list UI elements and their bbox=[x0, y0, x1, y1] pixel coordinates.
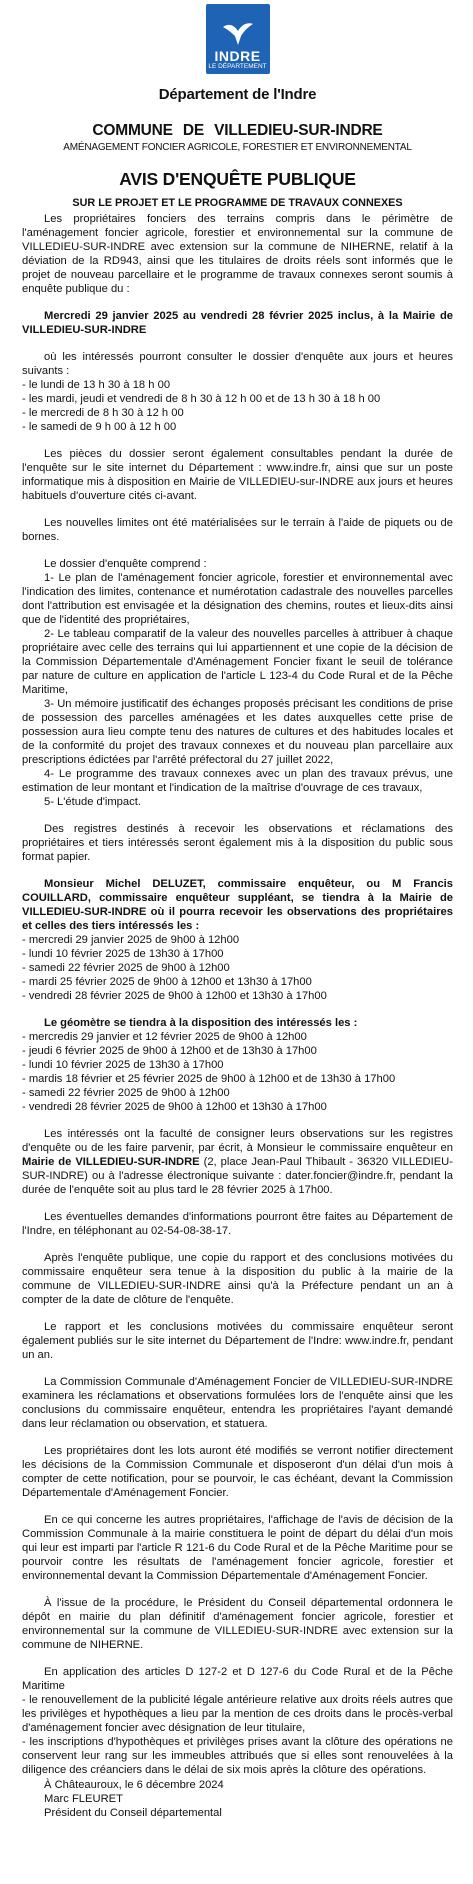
articles-paragraph: En application des articles D 127-2 et D 127-6 du Code Rural et de la Pêche Maritime bbox=[22, 1665, 453, 1692]
list-item: 2- Le tableau comparatif de la valeur des nouvelles parcelles à attribuer à chaque propriétaire avec celle des terrains qui lui appartiennent et une copie de la décision de la Commission Départementale d'Aménagement Foncier fixant le seuil de tolérance par nature de culture en application de l'article L 123-4 du Code Rural et de la Pêche Maritime, bbox=[22, 627, 453, 696]
information-paragraph: Les éventuelles demandes d'informations pourront être faites au Département de l'Indre, en téléphonant au 02-54-08-38-17. bbox=[22, 1210, 453, 1237]
list-item: - les mardi, jeudi et vendredi de 8 h 30 à 12 h 00 et de 13 h 30 à 18 h 00 bbox=[22, 392, 381, 405]
list-item: - lundi 10 février 2025 de 13h30 à 17h00 bbox=[22, 947, 224, 960]
commission-paragraph: La Commission Communale d'Aménagement Foncier de VILLEDIEU-SUR-INDRE examinera les réclamations et observations formulées lors de l'enquête ainsi que les conclusions du commissaire enquêteur, entendra les propriétaires l'ayant demandé dans leur réclamation ou observation, et statuera. bbox=[22, 1375, 453, 1430]
observations-text-2: (2, place Jean-Paul Thibault - 36320 VILLEDIEU-SUR-INDRE) ou à l'adresse électronique suivante : dater.foncier@indre.fr, pendant la durée de l'enquête soit au plus tard le 28 février 2025 à 17h00. bbox=[22, 1155, 453, 1196]
mairie-address-bold: Mairie de VILLEDIEU-SUR-INDRE bbox=[22, 1155, 200, 1168]
intro-paragraph: Les propriétaires fonciers des terrains compris dans le périmètre de l'aménagement foncier agricole, forestier et environnemental sur la commune de VILLEDIEU-SUR-INDRE avec extension sur la commune de NIHERNE, relatif à la déviation de la RD943, ainsi que les titulaires de droits réels sont informés que le projet de nouveau parcellaire et le programme de travaux connexes seront soumis à enquête publique du : bbox=[22, 212, 453, 295]
list-item: 3- Un mémoire justificatif des échanges proposés précisant les conditions de prise de possession des parcelles aménagées et les dates auxquelles cette prise de possession aura lieu compte tenu des natures de cultures et des habitudes locales et de la conformité du projet des travaux connexes et du nouveau plan parcellaire aux prescriptions édictées par l'arrêté préfectoral du 27 juillet 2022, bbox=[22, 697, 453, 766]
logo-name: INDRE bbox=[214, 47, 261, 64]
list-item: - vendredi 28 février 2025 de 9h00 à 12h00 et 13h30 à 17h00 bbox=[22, 1100, 327, 1113]
list-item: 5- L'étude d'impact. bbox=[44, 795, 141, 808]
signature-name: Marc FLEURET bbox=[44, 1792, 123, 1805]
bird-icon bbox=[221, 21, 255, 47]
department-title: Département de l'Indre bbox=[158, 86, 317, 103]
list-item: - samedi 22 février 2025 de 9h00 à 12h00 bbox=[22, 1086, 230, 1099]
list-item: - les inscriptions d'hypothèques et privilèges prises avant la clôture des opérations ne conservent leur rang sur les immeubles attribués que si elles sont renouvelées à la diligence des créanciers dans le délai de six mois après la clôture des opérations. bbox=[22, 1735, 453, 1776]
other-owners-paragraph: En ce qui concerne les autres propriétaires, l'affichage de l'avis de décision de la Commission Communale à la mairie constituera le point de départ du délai d'un mois qui leur est imparti par l'article R 121-6 du Code Rural et de la Pêche Maritime pour se pourvoir contre les résultats de l'aménagement foncier agricole, forestier et environnemental devant la Commission Départementale d'Aménagement Foncier. bbox=[22, 1513, 453, 1582]
list-item: - le renouvellement de la publicité légale antérieure relative aux droits réels autres que les privilèges et hypothèques a lieu par la mention de ces droits dans le procès-verbal d'aménagement foncier avec désignation de leur titulaire, bbox=[22, 1693, 453, 1734]
commune-title: COMMUNE DE VILLEDIEU-SUR-INDRE bbox=[92, 121, 383, 139]
consult-intro: où les intéressés pourront consulter le dossier d'enquête aux jours et heures suivants : bbox=[22, 350, 453, 377]
list-item: 1- Le plan de l'aménagement foncier agricole, forestier et environnemental avec l'indication des limites, contenance et numérotation cadastrale des nouvelles parcelles dont l'attribution est envisagée et la désignation des chemins, routes et lieux-dits ainsi que de l'identité des propriétaires, bbox=[22, 571, 453, 626]
list-item: - le mercredi de 8 h 30 à 12 h 00 bbox=[22, 406, 184, 419]
dossier-title: Le dossier d'enquête comprend : bbox=[44, 557, 207, 570]
commissioner-dates-list bbox=[22, 933, 453, 1003]
list-item: - mercredis 29 janvier et 12 février 2025 de 9h00 à 12h00 bbox=[22, 1030, 307, 1043]
inquiry-dates: Mercredi 29 janvier 2025 au vendredi 28 février 2025 inclus, à la Mairie de VILLEDIEU-SUR-INDRE bbox=[22, 309, 453, 336]
logo-wrap bbox=[22, 0, 453, 74]
list-item: - jeudi 6 février 2025 de 9h00 à 12h00 et de 13h30 à 17h00 bbox=[22, 1044, 317, 1057]
logo-subtitle: LE DÉPARTEMENT bbox=[208, 62, 267, 70]
surveyor-paragraph: Le géomètre se tiendra à la disposition des intéressés les : bbox=[44, 1016, 358, 1029]
amenagement-subtitle: AMÉNAGEMENT FONCIER AGRICOLE, FORESTIER ET ENVIRONNEMENTAL bbox=[63, 142, 412, 154]
opening-hours-list bbox=[22, 378, 453, 434]
observations-text-1: Les intéressés ont la faculté de consigner leurs observations sur les registres d'enquête ou de les faire parvenir, par écrit, à Monsieur le commissaire enquêteur en bbox=[22, 1127, 453, 1154]
surveyor-dates-list bbox=[22, 1030, 453, 1114]
registers-paragraph: Des registres destinés à recevoir les observations et réclamations des propriétaires et tiers intéressés seront également mis à la disposition du public sous format papier. bbox=[22, 822, 453, 863]
owners-paragraph: Les propriétaires dont les lots auront été modifiés se verront notifier directement les décisions de la Commission Communale et disposeront d'un délai d'un mois à compter de cette notification, pour se pourvoir, le cas échéant, devant la Commission Départementale d'Aménagement Foncier. bbox=[22, 1444, 453, 1499]
list-item: - samedi 22 février 2025 de 9h00 à 12h00 bbox=[22, 961, 230, 974]
list-item: - mardis 18 février et 25 février 2025 de 9h00 à 12h00 et de 13h30 à 17h00 bbox=[22, 1072, 396, 1085]
observations-paragraph bbox=[22, 1127, 453, 1197]
signature-block bbox=[22, 1778, 453, 1820]
list-item: - mercredi 29 janvier 2025 de 9h00 à 12h00 bbox=[22, 933, 240, 946]
list-item: - vendredi 28 février 2025 de 9h00 à 12h00 et 13h30 à 17h00 bbox=[22, 989, 327, 1002]
internet-paragraph: Les pièces du dossier seront également consultables pendant la durée de l'enquête sur le site internet du Département : www.indre.fr, ainsi que sur un poste informatique mis à disposition en Mairie de VILLEDIEU-sur-INDRE aux jours et heures habituels d'ouverture cités ci-avant. bbox=[22, 447, 453, 502]
list-item: - le samedi de 9 h 00 à 12 h 00 bbox=[22, 420, 177, 433]
notice-title: AVIS D'ENQUÊTE PUBLIQUE bbox=[119, 168, 356, 189]
project-subtitle: SUR LE PROJET ET LE PROGRAMME DE TRAVAUX CONNEXES bbox=[72, 196, 403, 209]
signature-title: Président du Conseil départemental bbox=[44, 1806, 222, 1819]
list-item: 4- Le programme des travaux connexes avec un plan des travaux prévus, une estimation de leur montant et l'indication de la maîtrise d'ouvrage de ces travaux, bbox=[22, 767, 453, 794]
signature-place-date: À Châteauroux, le 6 décembre 2024 bbox=[44, 1778, 224, 1791]
report-paragraph: Le rapport et les conclusions motivées du commissaire enquêteur seront également publiés sur le site internet du Département de l'Indre: www.indre.fr, pendant un an. bbox=[22, 1320, 453, 1361]
indre-logo bbox=[206, 4, 270, 74]
dossier-list bbox=[22, 571, 453, 809]
procedure-end-paragraph: À l'issue de la procédure, le Président du Conseil départemental ordonnera le dépôt en mairie du plan définitif d'aménagement foncier agricole, forestier et environnemental sur la commune de VILLEDIEU-SUR-INDRE avec extension sur la commune de NIHERNE. bbox=[22, 1596, 453, 1651]
list-item: - lundi 10 février 2025 de 13h30 à 17h00 bbox=[22, 1058, 224, 1071]
commissioner-paragraph: Monsieur Michel DELUZET, commissaire enquêteur, ou M Francis COUILLARD, commissaire enquêteur suppléant, se tiendra à la Mairie de VILLEDIEU-SUR-INDRE où il pourra recevoir les observations des propriétaires et celles des tiers intéressés les : bbox=[22, 877, 453, 932]
limits-paragraph: Les nouvelles limites ont été matérialisées sur le terrain à l'aide de piquets ou de bornes. bbox=[22, 516, 453, 543]
after-inquiry-paragraph: Après l'enquête publique, une copie du rapport et des conclusions motivées du commissaire enquêteur sera tenue à la disposition du public à la mairie de la commune de VILLEDIEU-SUR-INDRE ainsi qu'à la Préfecture pendant un an à compter de la date de clôture de l'enquête. bbox=[22, 1251, 453, 1306]
list-item: - le lundi de 13 h 30 à 18 h 00 bbox=[22, 378, 171, 391]
articles-list bbox=[22, 1693, 453, 1777]
list-item: - mardi 25 février 2025 de 9h00 à 12h00 et 13h30 à 17h00 bbox=[22, 975, 312, 988]
